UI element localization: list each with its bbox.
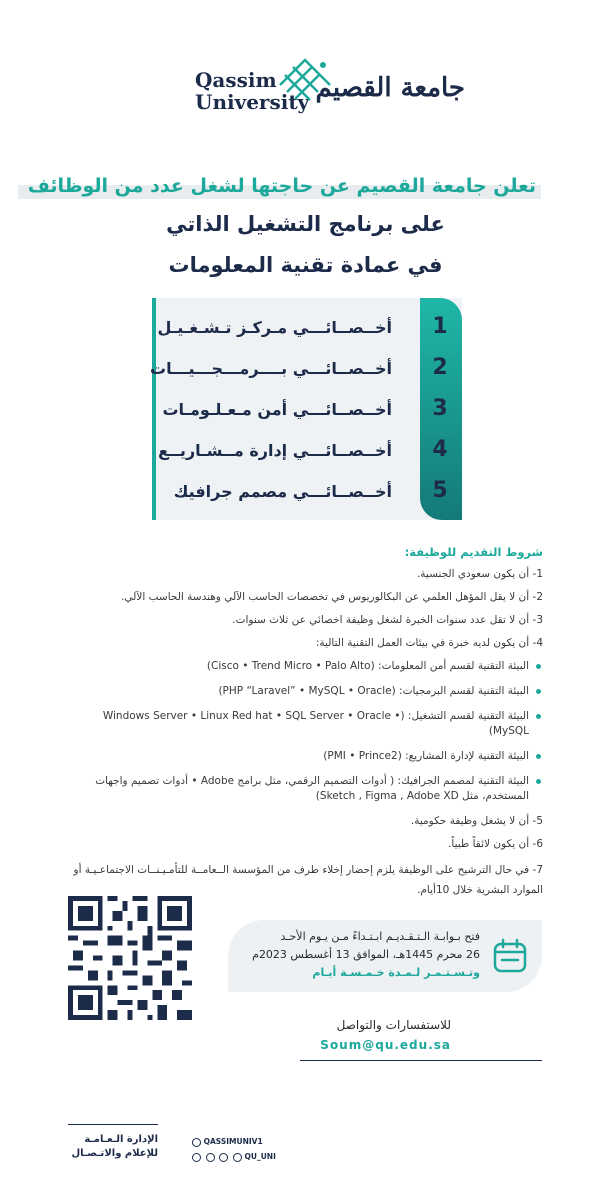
job-number: 4 (432, 437, 448, 462)
job-title: أخــصــائـــي بــــرمـــجـــيـــات (150, 359, 392, 378)
condition-item: 4- أن يكون لديه خبرة في بيئات العمل التقنية التالية: (315, 637, 543, 649)
qr-code-icon[interactable] (68, 896, 192, 1020)
application-period-text (252, 928, 480, 982)
job-title: أخــصــائـــي إدارة مــشـاريــع (158, 441, 392, 460)
contact-label: للاستفسارات والتواصل (336, 1018, 451, 1032)
contact-divider (300, 1060, 542, 1061)
headline-deanship: في عمادة تقنية المعلومات (168, 253, 443, 277)
job-number: 5 (432, 478, 448, 503)
logo-en-line2: University (195, 90, 310, 114)
headline-program: على برنامج التشغيل الذاتي (166, 212, 445, 236)
condition-item: 3- أن لا تقل عدد سنوات الخبرة لشغل وظيفة اخصائي عن ثلاث سنوات. (232, 614, 543, 626)
university-logo (195, 55, 465, 125)
contact-email-link[interactable]: Soum@qu.edu.sa (320, 1038, 451, 1052)
footer-department (66, 1133, 158, 1161)
tiktok-icon (233, 1153, 242, 1162)
footer-social-handle[interactable] (190, 1152, 276, 1162)
x-icon (192, 1138, 201, 1147)
job-row (152, 312, 462, 346)
jobs-card (152, 298, 462, 520)
conditions-title: شروط التقديم للوظيفة: (404, 545, 543, 559)
condition-item: 1- أن يكون سعودي الجنسية. (416, 568, 543, 580)
headline-announcement-text: تعلن جامعة القصيم عن حاجتها لشغل عدد من الوظائف (27, 175, 536, 197)
footer-x-handle[interactable] (190, 1137, 263, 1147)
tech-environment-item: البيئة التقنية لمصمم الجرافيك: ( أدوات التصميم الرقمي، مثل برامج Adobe • أدوات تصميم واجهات المستخدم، مثل Sketch , Figma , Adobe XD) (63, 774, 543, 804)
job-row (152, 435, 462, 469)
tech-environment-item: البيئة التقنية لقسم البرمجيات: (PHP “Laravel” • MySQL • Oracle) (63, 684, 543, 699)
youtube-icon (206, 1153, 215, 1162)
apply-date-line: 26 محرم 1445هـ، الموافق 13 أغسطس 2023م (252, 948, 480, 961)
job-number: 1 (432, 314, 448, 339)
footer-dept-line2: للإعلام والاتـصـال (71, 1148, 158, 1159)
condition-item: 5- أن لا يشغل وظيفة حكومية. (410, 815, 543, 827)
application-conditions (63, 545, 543, 909)
apply-duration-line: وتـسـتـمـر لـمـدة خـمـسـة أيـام (312, 966, 480, 979)
snapchat-icon (192, 1153, 201, 1162)
instagram-icon (219, 1153, 228, 1162)
footer-dept-line1: الإدارة الـعـامـة (84, 1134, 158, 1145)
job-title: أخــصــائـــي مصمم جرافيك (173, 482, 392, 501)
social-handle-text: QU_UNI (244, 1152, 276, 1161)
apply-open-line: فتح بـوابـة الـتـقـديـم ابـتـداءً مـن يـوم الأحـد (280, 930, 480, 943)
job-number: 2 (432, 355, 448, 380)
calendar-icon (492, 938, 528, 974)
job-row (152, 394, 462, 428)
job-title: أخــصــائـــي أمن مـعـلـومـات (162, 400, 392, 419)
logo-arabic: جامعة القصيم (315, 73, 465, 103)
job-title: أخــصــائـــي مـركـز تـشـغـيـل (157, 318, 392, 337)
job-row (152, 476, 462, 510)
job-number: 3 (432, 396, 448, 421)
condition-item: 6- أن يكون لائقاً طبياً. (448, 838, 543, 850)
condition-item: 7- في حال الترشيح على الوظيفة يلزم إحضار إخلاء طرف من المؤسسة الــعامــة للتأمـيـنــات الاجتماعـيـة أو الموارد البشرية خلال 10أيام. (73, 864, 543, 896)
tech-environment-item: البيئة التقنية لإدارة المشاريع: (PMI • Prince2) (63, 749, 543, 764)
job-row (152, 353, 462, 387)
logo-en-line1: Qassim (195, 68, 277, 92)
condition-item: 2- أن لا يقل المؤهل العلمي عن البكالوريوس في تخصصات الحاسب الآلي وهندسة الحاسب الآلي. (121, 591, 543, 603)
x-handle-text: QASSIMUNIV1 (203, 1137, 263, 1146)
headline-announcement (28, 175, 536, 197)
footer-rule (68, 1124, 158, 1125)
tech-environment-item: البيئة التقنية لقسم التشغيل: (Windows Server • Linux Red hat • SQL Server • Oracle • MySQL) (63, 709, 543, 739)
application-period-box (228, 920, 542, 992)
tech-environment-item: البيئة التقنية لقسم أمن المعلومات: (Cisco • Trend Micro • Palo Alto) (63, 659, 543, 674)
